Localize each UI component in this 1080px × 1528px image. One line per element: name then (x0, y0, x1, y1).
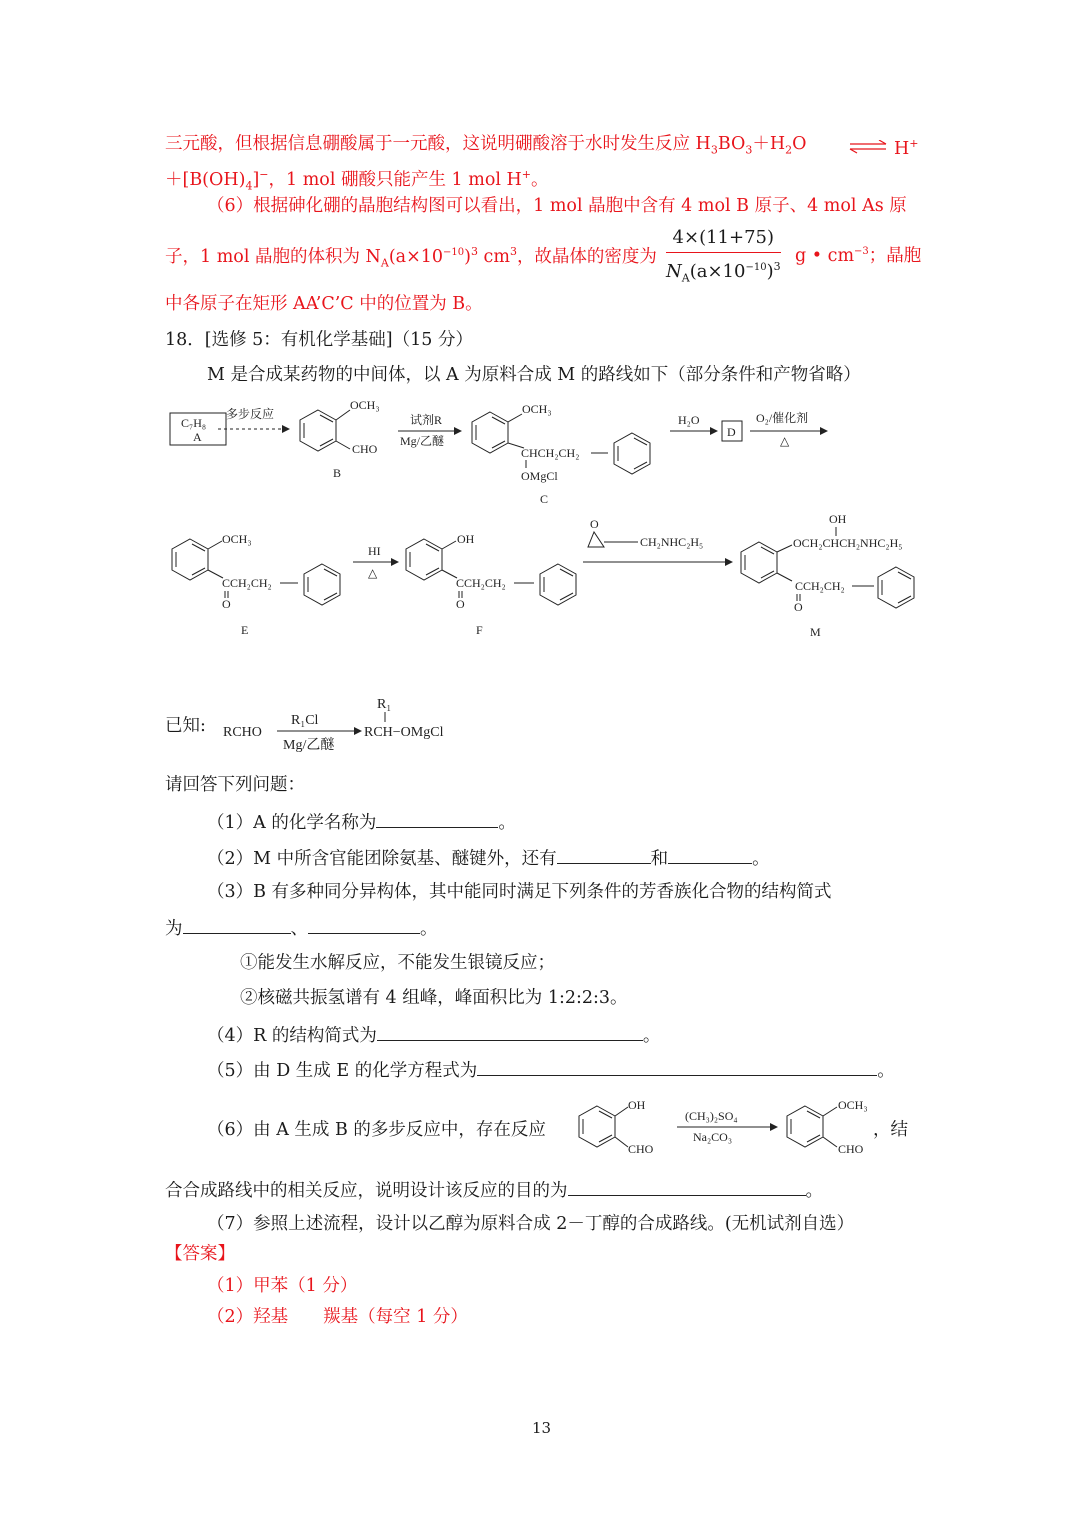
line4-unit-cube: 3 (509, 245, 517, 258)
line1-text: 三元酸，但根据信息硼酸属于一元酸，这说明硼酸溶于水时发生反应 H (165, 134, 711, 154)
line4-exp: −10 (443, 247, 465, 258)
q6-text: （6）由 A 生成 B 的多步反应中，存在反应 (207, 1120, 546, 1140)
compound-c-omgcl: OMgCl (521, 469, 558, 483)
q4-text: （4）R 的结构简式为 (207, 1026, 377, 1046)
compound-m-o: O (794, 600, 803, 614)
compound-m-phenyl (878, 567, 914, 608)
q2-blank-1[interactable] (557, 845, 651, 864)
q6-reagent-top: (CH₃)₂SO₄ (685, 1109, 738, 1123)
line4-expr: (a×10 (388, 246, 444, 267)
q2-blank-2[interactable] (668, 845, 752, 864)
q6-text-b: ，结 (873, 1120, 908, 1140)
line3-text: （6）根据砷化硼的晶胞结构图可以看出，1 mol 晶胞中含有 4 mol B 原子、4 mol As 原 (207, 196, 907, 216)
q3-blank-2[interactable] (308, 915, 420, 934)
compound-c-chain: CHCH₂CH₂ (521, 446, 580, 460)
compound-c-ring (472, 412, 524, 453)
step4-top: O₂/催化剂 (756, 411, 809, 425)
line2-boh: ＋[B(OH) (165, 169, 246, 190)
compound-e-phenyl (304, 564, 340, 605)
compound-m-ring (741, 542, 792, 583)
line4-unit: cm (477, 246, 510, 267)
q6-och3: OCH₃ (838, 1098, 868, 1112)
line1-h-plus: H (894, 138, 910, 159)
fraction-den-paren: ) (766, 261, 774, 282)
compound-b-cho: CHO (352, 442, 378, 456)
q6-cho1: CHO (628, 1142, 654, 1156)
q2-and: 和 (650, 849, 669, 869)
known-reagent-bottom: Mg/乙醚 (283, 738, 335, 753)
compound-c-phenyl (614, 433, 650, 474)
q1-text: （1）A 的化学名称为 (207, 813, 377, 833)
compound-f-oh: OH (457, 532, 475, 546)
q6-cho2: CHO (838, 1142, 864, 1156)
compound-m-label: M (810, 625, 821, 639)
compound-e-label: E (241, 623, 249, 637)
line4-paren: ) (464, 246, 471, 267)
answer-header: 【答案】 (165, 1244, 235, 1264)
fraction-den-expr: (a×10 (689, 261, 746, 282)
compound-e-chain: CCH₂CH₂ (222, 576, 272, 590)
line4-text-a: 子，1 mol 晶胞的体积为 N (165, 246, 381, 267)
step2-bottom: Mg/乙醚 (400, 434, 445, 448)
known-reagent-top: R₁Cl (291, 713, 319, 728)
line1-plus-h: ＋H (752, 134, 786, 154)
q6-reagent-bottom: Na₂CO₃ (693, 1130, 733, 1144)
known-reactant: RCHO (223, 725, 262, 740)
compound-f-ring (406, 539, 457, 580)
line5-text: 中各原子在矩形 AA’C’C 中的位置为 B。 (165, 294, 483, 314)
compound-d-label: D (727, 425, 736, 439)
equilibrium-arrow-icon (848, 140, 888, 154)
q4-blank[interactable] (377, 1022, 643, 1041)
prompt-text: 请回答下列问题： (165, 775, 305, 795)
step5-top: HI (368, 544, 381, 558)
question-intro-text: M 是合成某药物的中间体，以 A 为原料合成 M 的路线如下（部分条件和产物省略） (207, 365, 861, 385)
compound-b-och3: OCH₃ (350, 398, 380, 412)
q5-blank[interactable] (477, 1057, 877, 1076)
cond1-text: ①能发生水解反应，不能发生银镜反应； (240, 953, 555, 973)
step1-label: 多步反应 (226, 407, 275, 421)
line2-text: ，1 mol 硼酸只能产生 1 mol H (268, 169, 522, 190)
known-product: RCH−OMgCl (364, 725, 444, 740)
q3-wei: 为 (165, 919, 183, 939)
step4-bottom: △ (780, 434, 790, 448)
line4-cube: 3 (470, 245, 478, 258)
synthesis-scheme (0, 390, 1080, 650)
q5-text: （5）由 D 生成 E 的化学方程式为 (207, 1061, 478, 1081)
known-product-r1: R₁ (377, 697, 392, 712)
compound-b-label: B (333, 466, 342, 480)
compound-f-o: O (456, 597, 465, 611)
q3-blank-1[interactable] (183, 915, 291, 934)
q5-end: 。 (877, 1061, 895, 1081)
fraction-den-sub: A (681, 271, 690, 285)
line4-text-b: ，故晶体的密度为 (516, 246, 657, 267)
q1-blank[interactable] (376, 809, 498, 828)
known-reaction (215, 692, 485, 754)
line4-text-c: ；晶胞 (868, 245, 922, 266)
compound-a-label: A (193, 430, 202, 444)
fraction-numerator: 4×(11+75) (666, 226, 781, 253)
compound-e-o: O (222, 597, 231, 611)
line4-g-cm: g • cm (795, 245, 855, 266)
fraction-den-n: N (666, 261, 682, 282)
known-label: 已知: (165, 716, 206, 736)
step3-label: H₂O (678, 413, 700, 427)
q6-oh: OH (628, 1098, 646, 1112)
compound-b-ring (300, 410, 350, 451)
step5-bottom: △ (368, 566, 378, 580)
step6-reagent: CH₂NHC₂H₅ (640, 535, 704, 549)
compound-e-och3: OCH₃ (222, 532, 252, 546)
epoxide-o: O (590, 517, 599, 531)
line2-bracket: ] (252, 169, 260, 190)
q3-text: （3）B 有多种同分异构体，其中能同时满足下列条件的芳香族化合物的结构简式 (207, 882, 832, 902)
q6-text-c: 合合成路线中的相关反应，说明设计该反应的目的为 (165, 1181, 568, 1201)
step2-top: 试剂R (410, 413, 443, 427)
q2-text: （2）M 中所含官能团除氨基、醚键外，还有 (207, 849, 557, 869)
compound-a-formula: C₇H₈ (181, 416, 207, 430)
line4-sub-a: A (380, 256, 389, 270)
line4-g-cm-exp: −3 (854, 246, 869, 257)
page-number: 13 (532, 1419, 552, 1437)
compound-f-phenyl (540, 564, 576, 605)
q6-blank[interactable] (568, 1177, 806, 1196)
line1-o: O (792, 134, 807, 154)
q4-end: 。 (642, 1026, 661, 1046)
answer-line-4 (0, 226, 1080, 286)
answer-2: （2）羟基 羰基（每空 1 分） (207, 1307, 468, 1327)
q6-end: 。 (805, 1181, 823, 1201)
line1-bo: BO (717, 134, 746, 154)
answer-1: （1）甲苯（1 分） (207, 1276, 358, 1296)
q6-product-ring (787, 1106, 837, 1147)
q6-reactant-ring (579, 1106, 628, 1147)
fraction-den-exp: −10 (745, 262, 767, 273)
compound-f-chain: CCH₂CH₂ (456, 576, 506, 590)
compound-f-label: F (476, 623, 483, 637)
q6-reaction (565, 1092, 870, 1164)
q3-sep: 、 (290, 919, 308, 939)
q7-text: （7）参照上述流程，设计以乙醇为原料合成 2－丁醇的合成路线。(无机试剂自选） (207, 1214, 855, 1234)
line2-end: 。 (531, 169, 549, 190)
compound-c-label: C (540, 492, 549, 506)
fraction-den-cube: 3 (773, 260, 781, 273)
q3-end: 。 (420, 919, 438, 939)
density-fraction (666, 226, 781, 291)
q1-end: 。 (498, 813, 516, 833)
compound-m-chain: CCH₂CH₂ (795, 579, 845, 593)
question-title-text: 18．[选修 5：有机化学基础]（15 分） (165, 330, 473, 350)
compound-m-chain-top: OCH₂CHCH₂NHC₂H₅ (793, 536, 903, 550)
compound-e-ring (172, 539, 223, 580)
compound-c-och3: OCH₃ (522, 402, 552, 416)
compound-m-oh: OH (829, 512, 847, 526)
cond2-text: ②核磁共振氢谱有 4 组峰，峰面积比为 1:2:2:3。 (240, 988, 628, 1008)
q2-end: 。 (752, 849, 770, 869)
